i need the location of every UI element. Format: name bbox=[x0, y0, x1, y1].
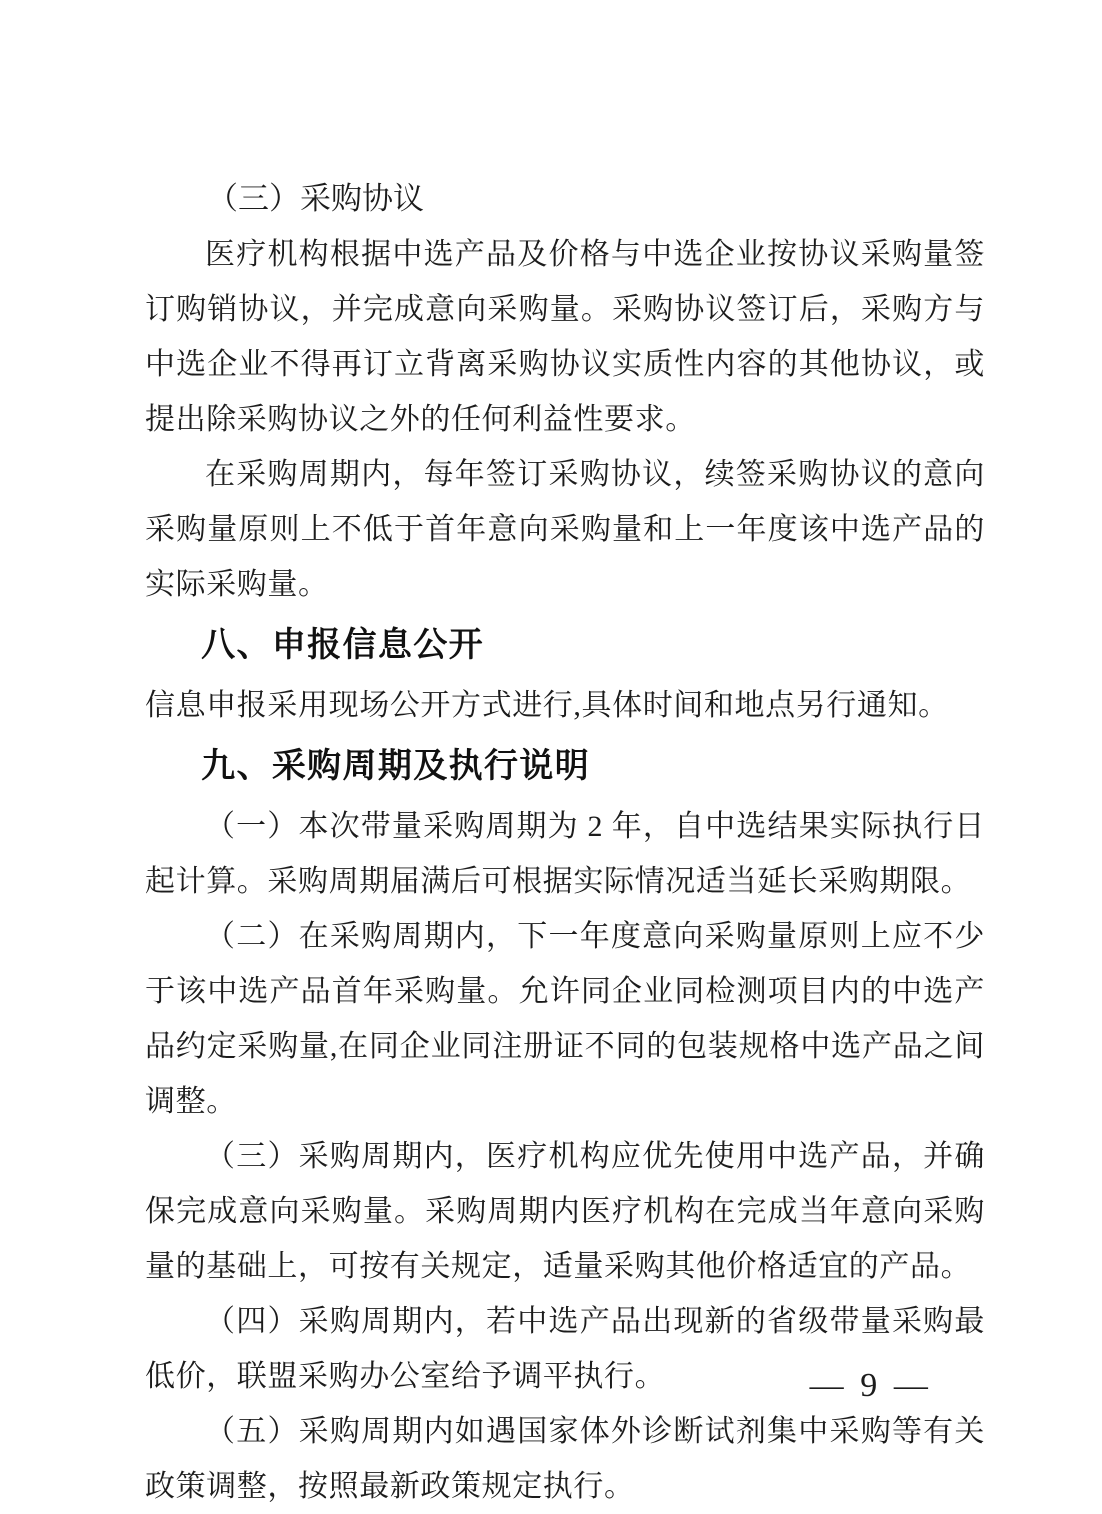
paragraph: 医疗机构根据中选产品及价格与中选企业按协议采购量签订购销协议，并完成意向采购量。采购协议签订后，采购方与中选企业不得再订立背离采购协议实质性内容的其他协议，或提出除采购协议之外的任何利益性要求。 bbox=[145, 238, 985, 436]
section-heading-9-procurement-cycle: 九、采购周期及执行说明 bbox=[201, 747, 591, 785]
paragraph-item-2: （二）在采购周期内，下一年度意向采购量原则上应不少于该中选产品首年采购量。允许同企业同检测项目内的中选产品约定采购量,在同企业同注册证不同的包装规格中选产品之间调整。 bbox=[145, 920, 985, 1118]
page-number: — 9 — bbox=[809, 1367, 932, 1404]
paragraph: 信息申报采用现场公开方式进行,具体时间和地点另行通知。 bbox=[145, 689, 949, 722]
paragraph-item-3: （三）采购周期内，医疗机构应优先使用中选产品，并确保完成意向采购量。采购周期内医疗机构在完成当年意向采购量的基础上，可按有关规定，适量采购其他价格适宜的产品。 bbox=[145, 1140, 985, 1283]
paragraph-item-4: （四）采购周期内，若中选产品出现新的省级带量采购最低价，联盟采购办公室给予调平执行。 bbox=[145, 1305, 985, 1393]
section-heading-8-declaration-info: 八、申报信息公开 bbox=[201, 626, 484, 664]
document-page bbox=[145, 170, 985, 1514]
paragraph-item-1: （一）本次带量采购周期为 2 年，自中选结果实际执行日起计算。采购周期届满后可根据实际情况适当延长采购期限。 bbox=[145, 810, 985, 898]
paragraph-item-5: （五）采购周期内如遇国家体外诊断试剂集中采购等有关政策调整，按照最新政策规定执行。 bbox=[145, 1415, 985, 1503]
subheading-procurement-agreement: （三）采购协议 bbox=[207, 181, 424, 216]
paragraph: 在采购周期内，每年签订采购协议，续签采购协议的意向采购量原则上不低于首年意向采购量和上一年度该中选产品的实际采购量。 bbox=[145, 458, 985, 601]
